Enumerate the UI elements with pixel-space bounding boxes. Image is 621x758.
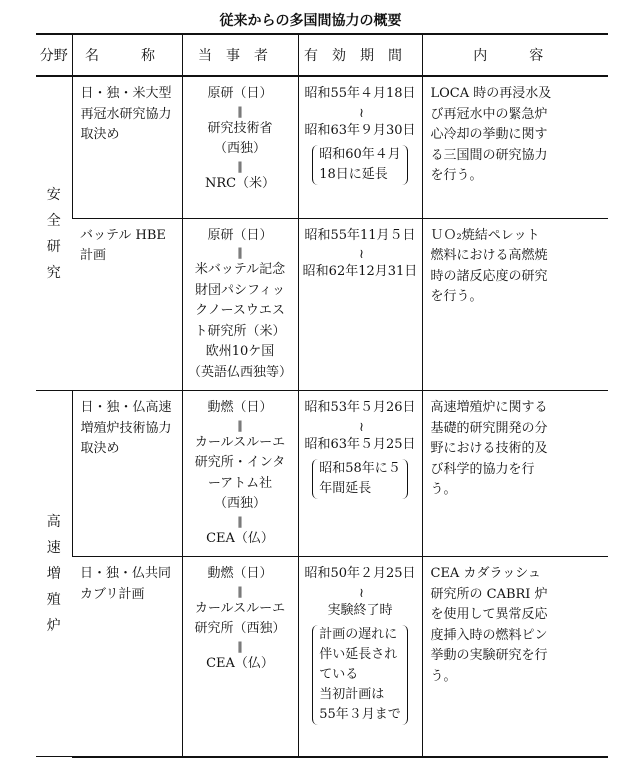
note-line: 年間延長	[319, 481, 372, 496]
table-row	[36, 76, 608, 218]
period-text	[299, 557, 422, 733]
name-text	[72, 219, 182, 274]
content-text	[423, 391, 609, 508]
name-line: 日・独・仏高速	[80, 400, 172, 415]
name-cell	[72, 218, 182, 391]
name-line: 日・独・米大型	[80, 86, 172, 101]
field-char: 殖	[46, 591, 61, 608]
period-end: 実験終了時	[327, 602, 393, 618]
table-row	[36, 391, 608, 557]
name-line: 再冠水研究協力	[80, 106, 172, 122]
range-mark: ~	[353, 587, 368, 598]
parties-text	[183, 557, 298, 681]
content-cell	[422, 76, 608, 218]
name-line: 増殖炉技術協力	[80, 420, 172, 436]
party-line: 米バッテル記念	[194, 262, 286, 277]
content-line: 野における技術的及	[430, 441, 548, 456]
table-row	[36, 557, 608, 757]
content-text	[423, 77, 609, 194]
party-line: ト研究所（米）	[194, 323, 286, 339]
table-row	[36, 218, 608, 391]
party-line: 財団パシフィッ	[195, 282, 285, 298]
period-start: 昭和55年４月18日	[304, 86, 416, 101]
equals-mark: ‖	[237, 418, 243, 432]
party-line: カールスルーエ	[194, 600, 286, 616]
content-line: を使用して異常反応	[430, 607, 548, 622]
party-line: （西独）	[213, 141, 266, 156]
period-text	[299, 219, 422, 290]
content-line: 度挿入時の燃料ピン	[430, 627, 548, 643]
name-text	[72, 557, 182, 612]
note-line: 昭和58年に５	[319, 461, 401, 476]
header-content: 内 容	[422, 34, 608, 76]
equals-mark: ‖	[237, 104, 243, 118]
party-line: ーアトム社	[207, 475, 273, 491]
field-char: 速	[46, 539, 61, 556]
note-line: 55年３月まで	[319, 707, 401, 722]
content-line: LOCA 時の再浸水及	[430, 86, 552, 101]
party-line: 研究所（西独）	[194, 621, 286, 636]
equals-mark: ‖	[237, 514, 243, 528]
cooperation-table	[36, 33, 608, 758]
field-char: 安	[46, 186, 61, 203]
content-line: 燃料における高燃焼	[430, 248, 548, 263]
party-line: 研究技術省	[207, 120, 273, 136]
note-line: 計画の遅れに	[319, 627, 398, 642]
party-line: 研究所・インタ	[194, 455, 286, 470]
period-text	[299, 77, 422, 193]
parties-cell	[182, 76, 298, 218]
field-char: 究	[46, 264, 61, 281]
content-text	[423, 557, 609, 694]
party-line: （英語仏西独等）	[187, 364, 292, 380]
name-line: カブリ計画	[80, 586, 145, 602]
party-line: CEA（仏）	[206, 530, 274, 546]
period-text	[299, 391, 422, 507]
content-line: び再冠水中の緊急炉	[430, 106, 548, 122]
range-mark: ~	[353, 248, 368, 260]
period-start: 昭和50年２月25日	[304, 566, 416, 581]
note-line: ている	[319, 667, 359, 682]
field-char: 全	[46, 212, 61, 229]
content-line: う。	[430, 482, 457, 497]
content-line: を行う。	[430, 168, 483, 183]
field-char: 炉	[46, 617, 61, 634]
name-line: バッテル HBE	[80, 227, 166, 243]
range-mark: ~	[353, 421, 368, 432]
header-name: 名 称	[72, 34, 182, 76]
parties-cell	[182, 391, 298, 557]
content-line: 時の諸反応度の研究	[430, 268, 548, 284]
party-line: 欧州10ケ国	[205, 344, 275, 359]
equals-mark: ‖	[237, 246, 243, 259]
content-line: CEA カダラッシュ	[430, 566, 541, 581]
party-line: NRC（米）	[204, 175, 276, 191]
party-line: 原研（日）	[207, 86, 273, 101]
table-body	[36, 76, 608, 757]
party-line: クノースウエス	[195, 303, 285, 318]
note-line: 昭和60年４月	[319, 147, 401, 162]
header-field: 分野	[36, 34, 72, 76]
content-line: 心冷却の挙動に関す	[430, 127, 548, 142]
content-cell	[422, 557, 608, 757]
content-line: び科学的協力を行	[430, 461, 535, 477]
parties-text	[183, 391, 298, 556]
table-title: 従来からの多国間協力の概要	[219, 13, 402, 29]
content-line: 高速増殖炉に関する	[430, 400, 548, 415]
note-line: 伴い延長され	[319, 647, 398, 662]
party-line: 原研（日）	[207, 227, 273, 243]
parties-cell	[182, 557, 298, 757]
name-cell	[72, 391, 182, 557]
header-period: 有効期間	[298, 34, 422, 76]
range-mark: ~	[353, 107, 368, 118]
content-line: 研究所の CABRI 炉	[430, 586, 548, 602]
field-label	[36, 76, 72, 391]
party-line: （西独）	[213, 496, 266, 511]
field-char: 研	[46, 238, 61, 255]
parties-text	[183, 219, 298, 391]
content-line: ＵＯ₂焼結ペレット	[430, 227, 540, 243]
field-label	[36, 391, 72, 757]
equals-mark: ‖	[237, 584, 243, 598]
party-line: カールスルーエ	[194, 434, 286, 450]
party-line: CEA（仏）	[206, 655, 274, 671]
period-start: 昭和55年11月５日	[304, 227, 416, 243]
content-cell	[422, 218, 608, 391]
field-char: 増	[46, 565, 61, 582]
name-text	[73, 77, 182, 153]
content-cell	[422, 391, 608, 557]
period-end: 昭和63年５月25日	[304, 436, 416, 452]
content-line: 挙動の実験研究を行	[430, 648, 548, 663]
content-text	[423, 219, 609, 315]
period-end: 昭和63年９月30日	[304, 122, 416, 138]
content-line: る三国間の研究協力	[430, 147, 548, 163]
name-line: 計画	[80, 248, 107, 263]
name-text	[73, 391, 182, 467]
parties-cell	[182, 218, 298, 391]
period-cell	[298, 218, 422, 391]
equals-mark: ‖	[237, 639, 243, 653]
period-cell	[298, 557, 422, 757]
party-line: 動燃（日）	[207, 566, 273, 581]
name-line: 取決め	[80, 441, 120, 456]
name-line: 日・独・仏共同	[80, 566, 172, 581]
content-line: 基礎的研究開発の分	[430, 420, 548, 436]
content-line: う。	[430, 668, 457, 684]
parties-text	[183, 77, 298, 201]
note-line: 当初計画は	[319, 687, 385, 702]
name-line: 取決め	[80, 127, 120, 142]
party-line: 動燃（日）	[207, 400, 273, 415]
content-line: を行う。	[430, 289, 483, 304]
period-end: 昭和62年12月31日	[302, 264, 418, 279]
note-line: 18日に延長	[319, 167, 388, 182]
name-cell	[72, 76, 182, 218]
field-char: 高	[46, 513, 61, 530]
period-cell	[298, 391, 422, 557]
header-parties: 当事者	[182, 34, 298, 76]
equals-mark: ‖	[237, 159, 243, 173]
name-cell	[72, 557, 182, 757]
period-start: 昭和53年５月26日	[304, 400, 416, 415]
